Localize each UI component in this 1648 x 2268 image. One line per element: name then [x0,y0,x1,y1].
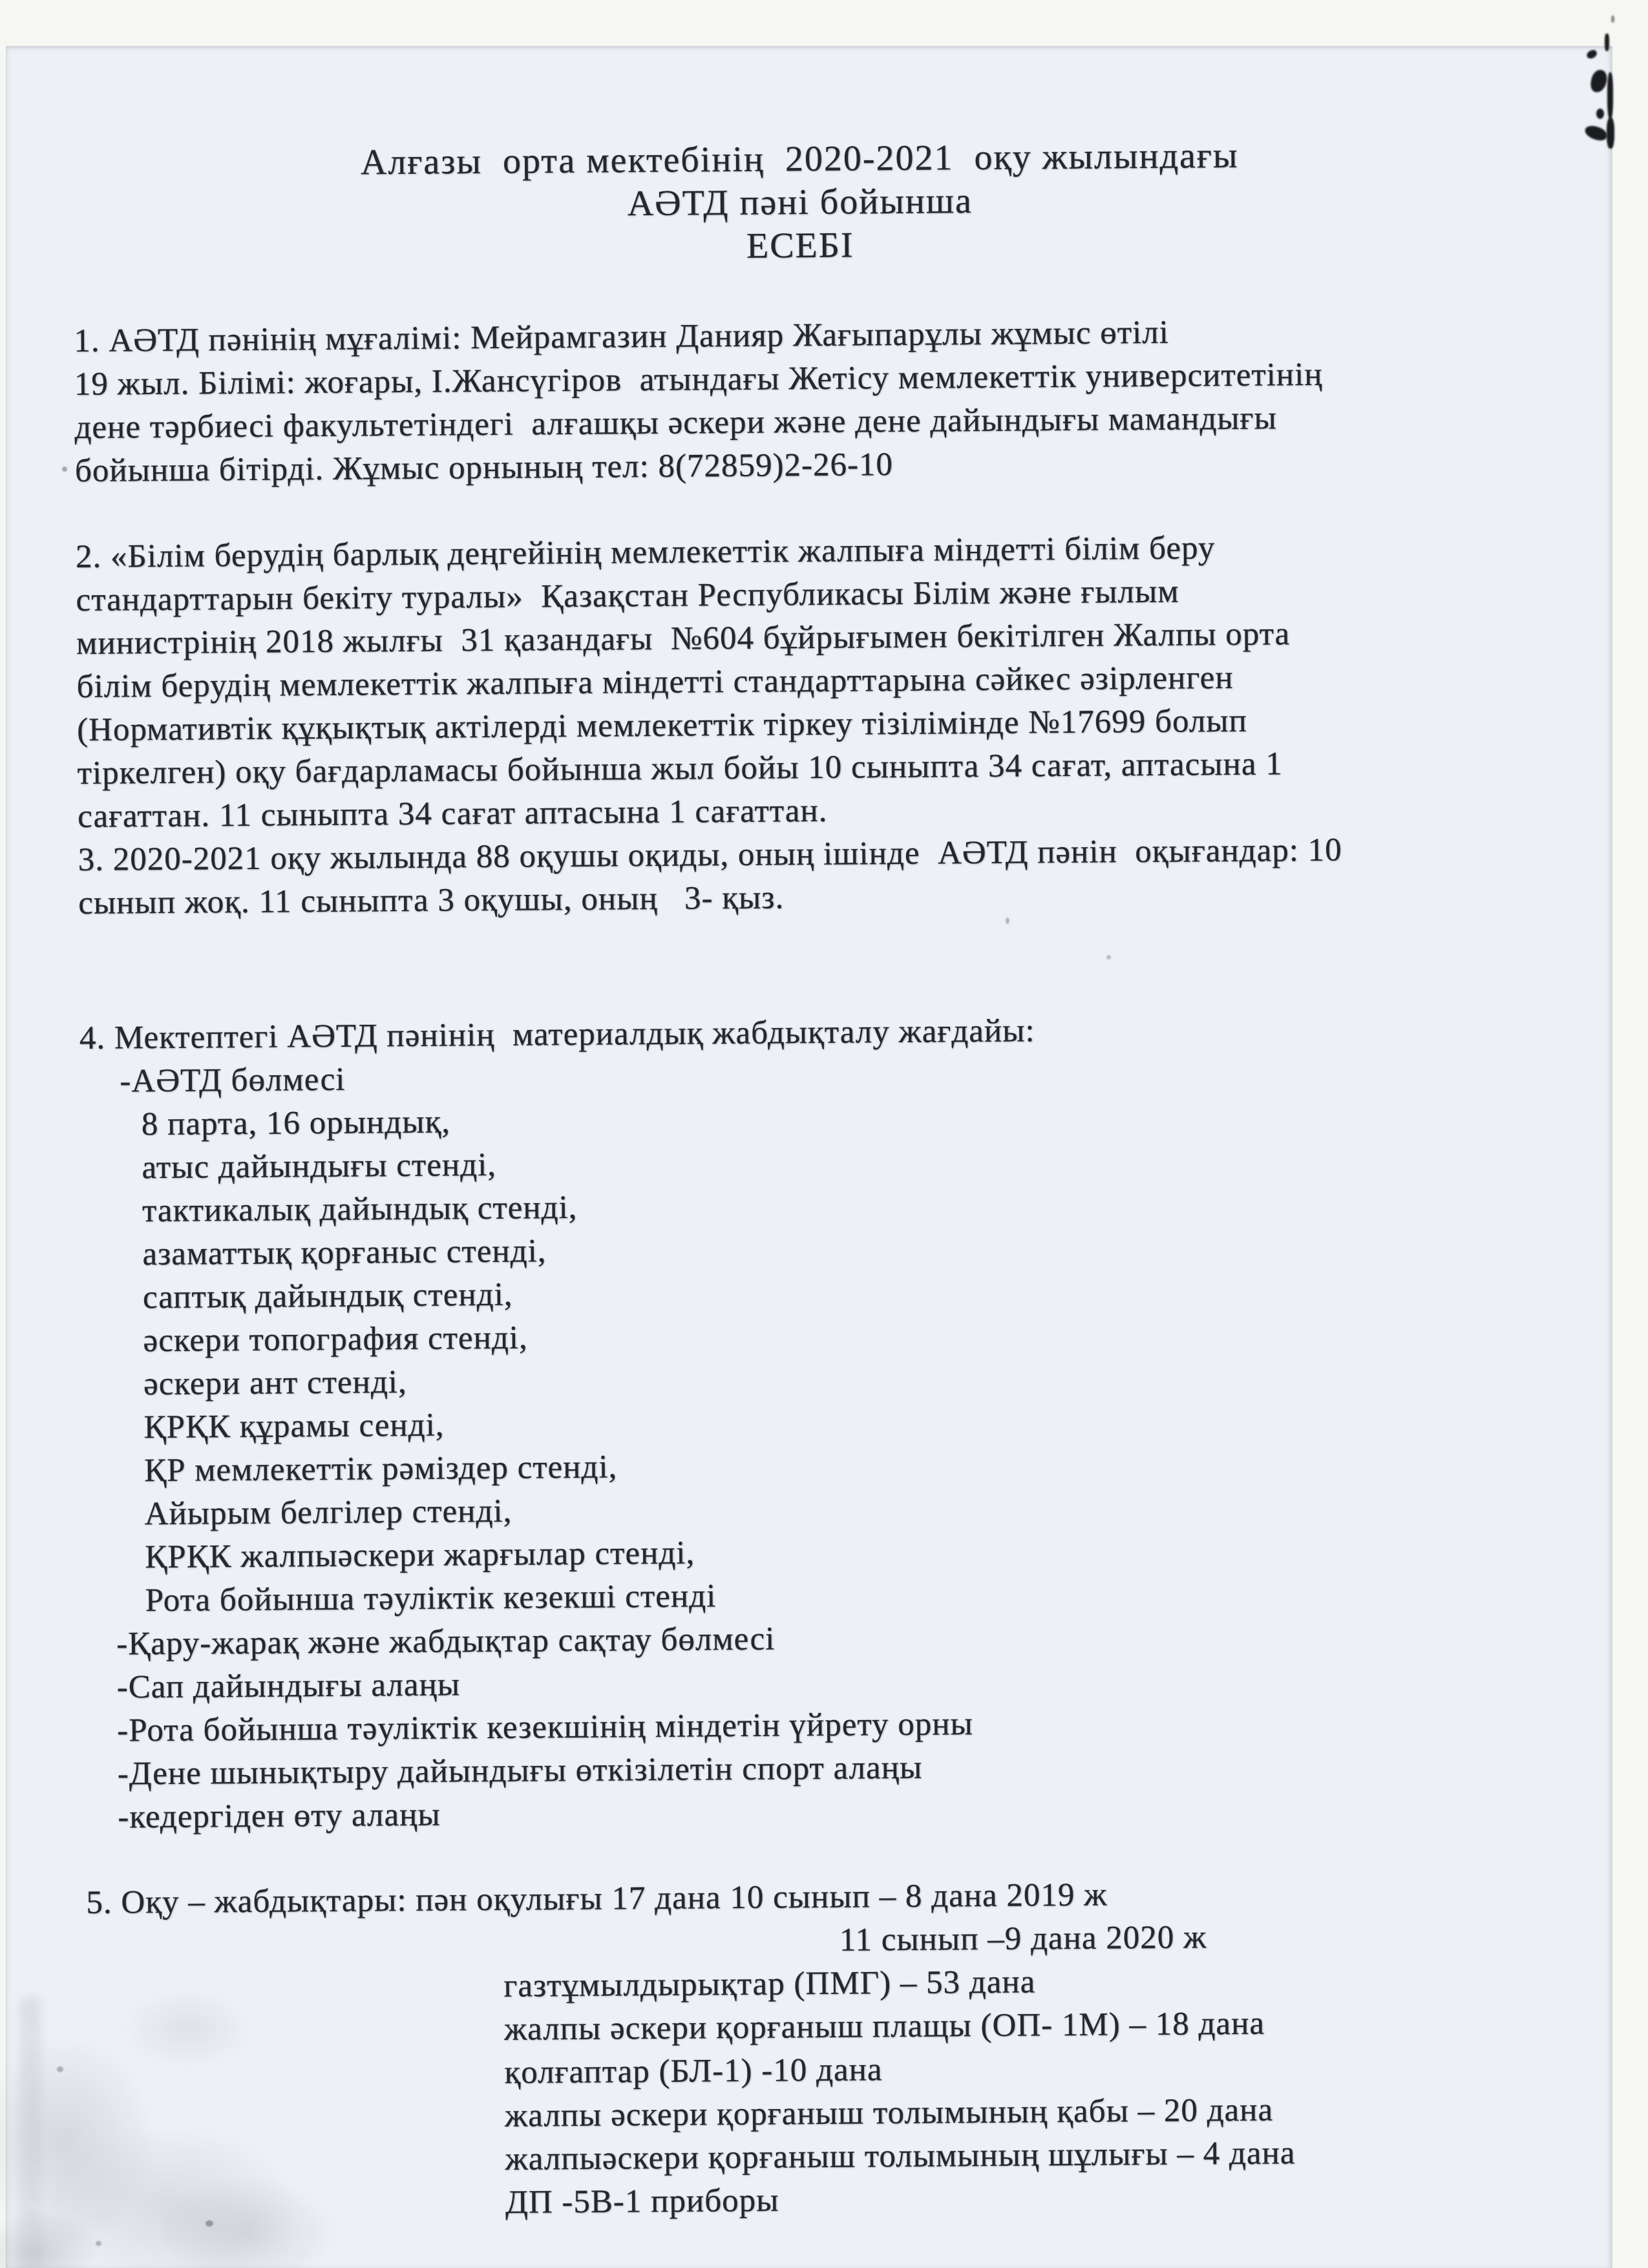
section-4-header: 4. Мектептегі АӘТД пәнінің материалдық жабдықталу жағдайы: [79,1013,1035,1056]
list-item: жалпыәскери қорғаныш толымының шұлығы – 4 дана [505,2135,1296,2178]
list-item: азаматтық қорғаныс стенді, [142,1233,547,1273]
list-item: атыс дайындығы стенді, [142,1146,497,1186]
title-line-3: ЕСЕБІ [746,225,854,266]
list-item: ҚР мемлекеттік рәміздер стенді, [143,1449,618,1489]
list-item: жалпы әскери қорғаныш толымының қабы – 20 дана [504,2092,1274,2134]
list-item: ҚРҚК құрамы сенді, [143,1407,445,1446]
list-item: саптық дайындық стенді, [142,1276,513,1316]
section-5-header: 5. Оқу – жабдықтары: пән оқулығы 17 дана 10 сынып – 8 дана 2019 ж [86,1876,1108,1921]
list-item: әскери топография стенді, [143,1319,528,1360]
ink-stain [1605,34,1609,51]
list-item: жалпы әскери қорғаныш плащы (ОП- 1М) – 18 дана [503,2005,1265,2048]
list-item: ҚРҚК жалпыәскери жарғылар стенді, [144,1535,695,1576]
list-item: әскери ант стенді, [143,1363,407,1403]
list-item: -Қару-жарақ және жабдықтар сақтау бөлмесі [116,1621,776,1663]
list-item: -Рота бойынша тәуліктік кезекшінің міндетін үйрету орны [117,1706,973,1749]
list-item: -АӘТД бөлмесі [120,1061,346,1100]
ink-stain [1607,118,1614,149]
scan-speck [62,467,67,472]
text-line: 19 жыл. Білімі: жоғары, І.Жансүгіров атындағы Жетісу мемлекеттік университетінің [74,356,1323,403]
list-item: газтұмылдырықтар (ПМГ) – 53 дана [503,1964,1036,2004]
ink-stain [1607,72,1613,119]
document-content [72,132,1575,2228]
list-item: тактикалық дайындық стенді, [142,1189,578,1230]
text-line: сағаттан. 11 сыныпта 34 сағат аптасына 1 сағаттан. [77,792,828,835]
list-item: ДП -5В-1 приборы [505,2182,779,2221]
text-line: 11 сынып –9 дана 2020 ж [839,1919,1207,1958]
ink-stain [1611,16,1614,23]
text-line: 2. «Білім берудің барлық деңгейінің мемлекеттік жалпыға міндетті білім беру [75,530,1216,575]
text-line: сынып жоқ. 11 сыныпта 3 оқушы, оның 3- қыз. [78,879,785,921]
title-line-1: Алғазы орта мектебінің 2020-2021 оқу жылындағы [360,135,1239,183]
text-line: 3. 2020-2021 оқу жылында 88 оқушы оқиды, оның ішінде АӘТД пәнін оқығандар: 10 [78,832,1342,878]
list-item: 8 парта, 16 орындық, [141,1104,451,1143]
ink-stain [1596,109,1604,119]
list-item: -кедергіден өту алаңы [118,1796,441,1836]
list-item: Айырым белгілер стенді, [144,1493,512,1533]
text-line: 1. АӘТД пәнінің мұғалімі: Мейрамгазин Данияр Жағыпарұлы жұмыс өтілі [74,314,1170,359]
scan-speck [96,2241,101,2246]
list-item: -Сап дайындығы алаңы [116,1666,461,1706]
text-line: тіркелген) оқу бағдарламасы бойынша жыл бойы 10 сыныпта 34 сағат, аптасына 1 [77,746,1283,792]
list-item: қолғаптар (БЛ-1) -10 дана [504,2052,883,2091]
text-line: стандарттарын бекіту туралы» Қазақстан Республикасы Білім және ғылым [76,573,1179,618]
scan-speck [1106,955,1111,960]
report-title [72,132,1528,273]
text-line: дене тәрбиесі факультетіндегі алғашқы әскери және дене дайындығы мамандығы [74,400,1277,446]
paragraph-1 [74,308,1561,493]
section-4 [79,1005,1572,1840]
section-5 [86,1870,1575,2228]
list-item: -Дене шынықтыру дайындығы өткізілетін спорт алаңы [117,1749,923,1792]
text-line: бойынша бітірді. Жұмыс орнының тел: 8(72859)2-26-10 [74,446,894,489]
list-item: Рота бойынша тәуліктік кезекші стенді [145,1578,717,1619]
scan-speck [57,2066,63,2072]
text-line: білім берудің мемлекеттік жалпыға міндетті стандарттарына сәйкес әзірленген [76,659,1234,705]
text-line: (Нормативтік құқықтық актілерді мемлекеттік тіркеу тізілімінде №17699 болып [76,702,1248,748]
scan-speck [1006,918,1009,924]
text-line: министрінің 2018 жылғы 31 қазандағы №604 бұйрығымен бекітілген Жалпы орта [76,616,1291,662]
paragraph-2-3 [76,524,1565,925]
title-line-2: АӘТД пәні бойынша [627,181,973,224]
scan-speck [206,2220,213,2227]
